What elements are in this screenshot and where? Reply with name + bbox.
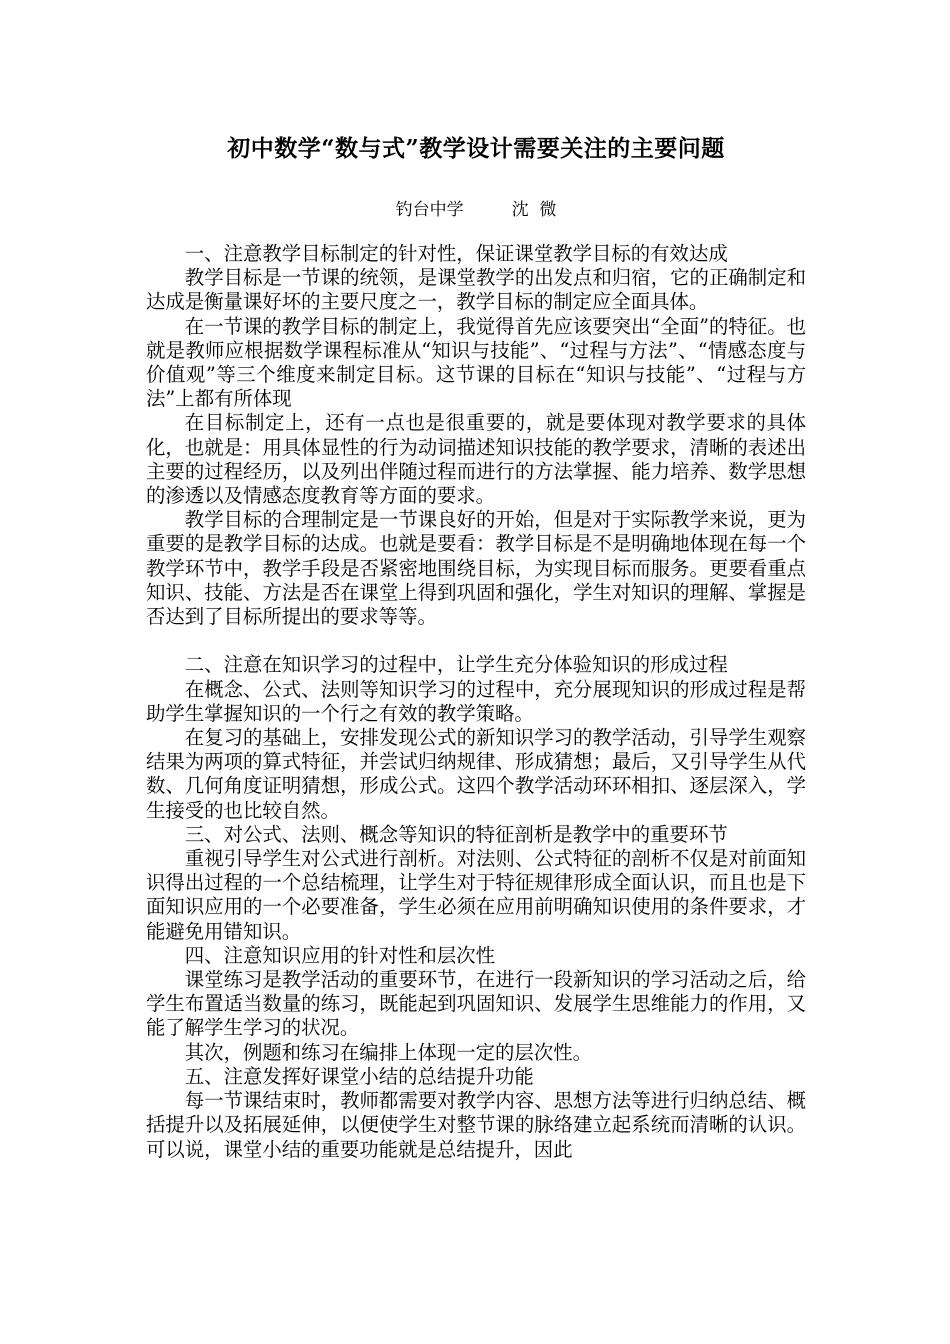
blank-line [146,629,806,653]
school-name: 钓台中学 [395,200,464,220]
paragraph: 每一节课结束时，教师都需要对教学内容、思想方法等进行归纳总结、概括提升以及拓展延伸，以便使学生对整节课的脉络建立起系统而清晰的认识。可以说，课堂小结的重要功能就是总结提升，因此 [146,1089,806,1161]
document-page [146,0,806,1344]
section-heading-2: 二、注意在知识学习的过程中，让学生充分体验知识的形成过程 [184,653,728,677]
section-heading-3: 三、对公式、法则、概念等知识的特征剖析是教学中的重要环节 [184,822,728,846]
paragraph: 在概念、公式、法则等知识学习的过程中，充分展现知识的形成过程是帮助学生掌握知识的一个行之有效的教学策略。 [146,677,806,725]
page-title: 初中数学“数与式”教学设计需要关注的主要问题 [227,135,725,162]
section-heading-1: 一、注意教学目标制定的针对性，保证课堂教学目标的有效达成 [184,242,728,265]
paragraph: 教学目标是一节课的统领，是课堂教学的出发点和归宿，它的正确制定和达成是衡量课好坏的主要尺度之一，教学目标的制定应全面具体。 [146,266,806,314]
paragraph: 在目标制定上，还有一点也是很重要的，就是要体现对教学要求的具体化，也就是：用具体显性的行为动词描述知识技能的教学要求，清晰的表述出主要的过程经历，以及列出伴随过程而进行的方法掌握、能力培养、数学思想的渗透以及情感态度教育等方面的要求。 [146,411,806,508]
byline [146,196,806,224]
paragraph: 其次，例题和练习在编排上体现一定的层次性。 [184,1040,592,1064]
article-body [146,242,806,1162]
author-name: 沈 微 [511,200,557,220]
paragraph: 课堂练习是教学活动的重要环节，在进行一段新知识的学习活动之后，给学生布置适当数量的练习，既能起到巩固知识、发展学生思维能力的作用，又能了解学生学习的状况。 [146,968,806,1040]
paragraph: 在一节课的教学目标的制定上，我觉得首先应该要突出“全面”的特征。也就是教师应根据数学课程标准从“知识与技能”、“过程与方法”、“情感态度与价值观”等三个维度来制定目标。这节课的目标在“知识与技能”、“过程与方法”上都有所体现 [146,314,806,411]
paragraph: 教学目标的合理制定是一节课良好的开始，但是对于实际教学来说，更为重要的是教学目标的达成。也就是要看：教学目标是不是明确地体现在每一个教学环节中，教学手段是否紧密地围绕目标，为实现目标而服务。更要看重点知识、技能、方法是否在课堂上得到巩固和强化，学生对知识的理解、掌握是否达到了目标所提出的要求等等。 [146,508,806,629]
paragraph: 在复习的基础上，安排发现公式的新知识学习的教学活动，引导学生观察结果为两项的算式特征，并尝试归纳规律、形成猜想；最后，又引导学生从代数、几何角度证明猜想，形成公式。这四个教学活动环环相扣、逐层深入，学生接受的也比较自然。 [146,726,806,822]
section-heading-4: 四、注意知识应用的针对性和层次性 [184,943,496,967]
paragraph: 重视引导学生对公式进行剖析。对法则、公式特征的剖析不仅是对前面知识得出过程的一个总结梳理，让学生对于特征规律形成全面认识，而且也是下面知识应用的一个必要准备，学生必须在应用前明确知识使用的条件要求，才能避免用错知识。 [146,847,806,943]
section-heading-5: 五、注意发挥好课堂小结的总结提升功能 [184,1064,534,1088]
